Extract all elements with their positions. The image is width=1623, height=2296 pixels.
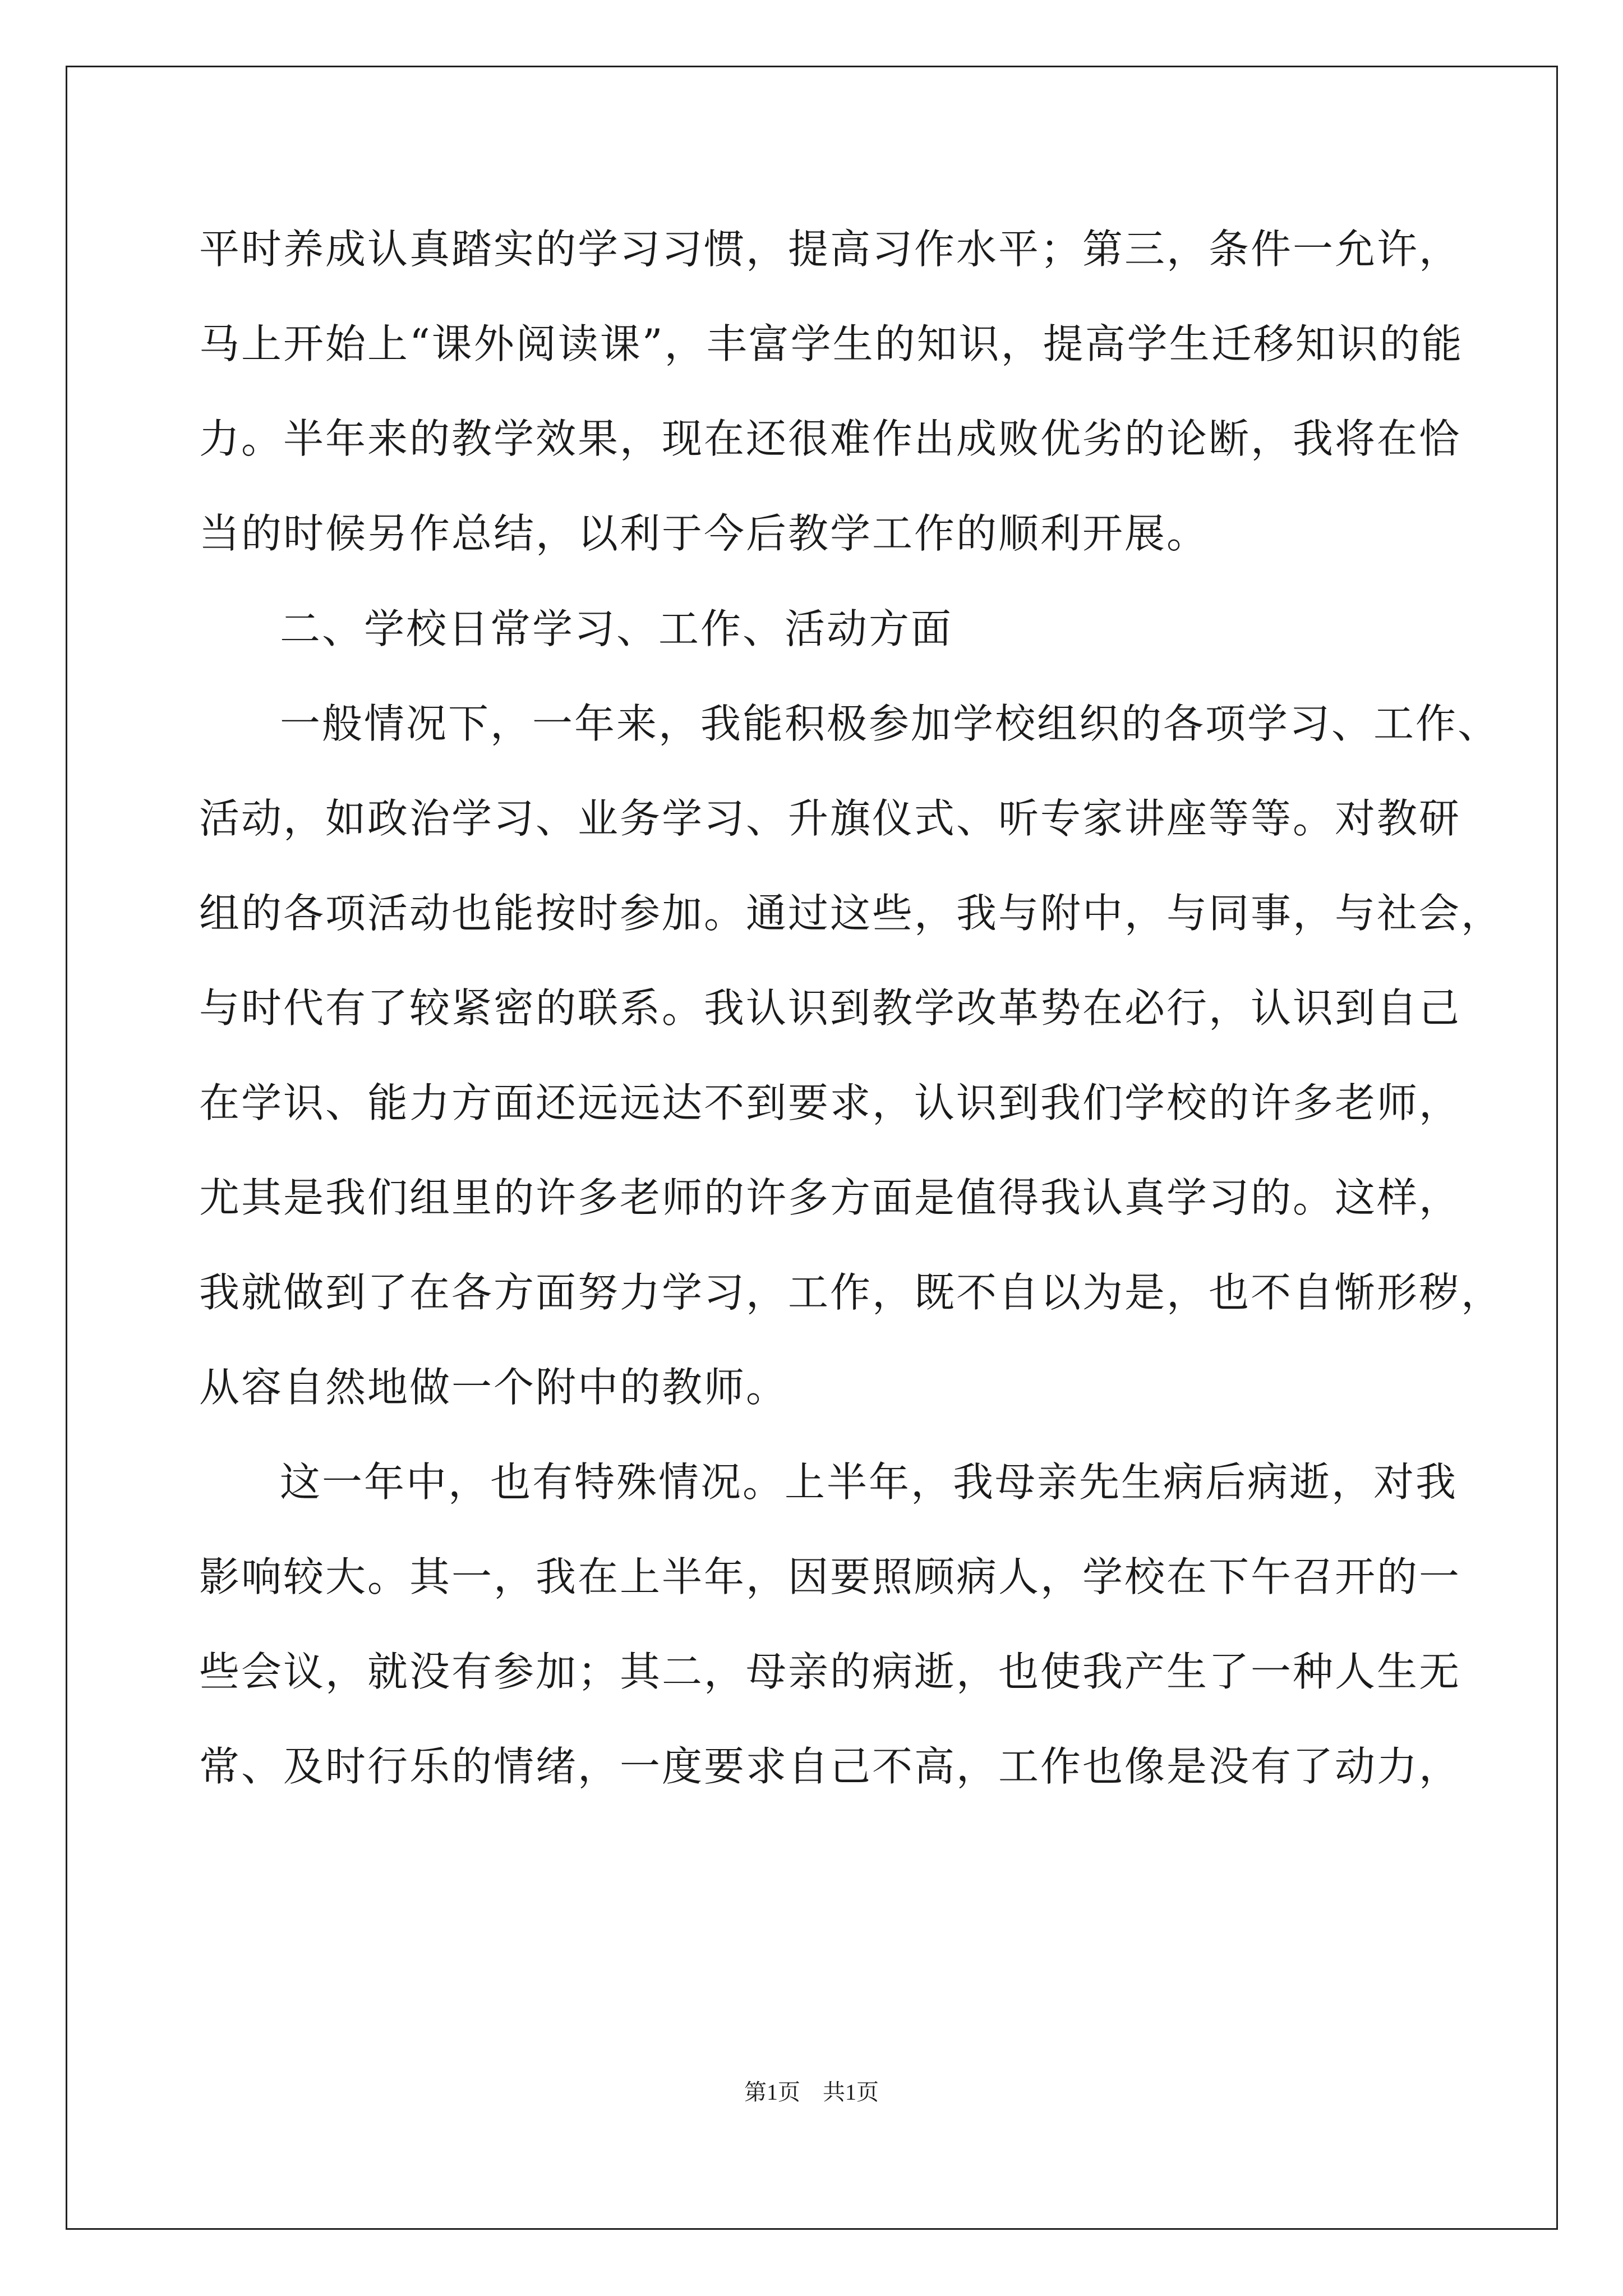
page-total: 共1页 xyxy=(823,2079,879,2105)
page-number: 第1页 xyxy=(744,2079,800,2105)
text-line: 常、及时行乐的情绪，一度要求自己不高，工作也像是没有了动力， xyxy=(199,1743,1461,1790)
text-line: 当的时候另作总结，以利于今后教学工作的顺利开展。 xyxy=(199,510,1209,557)
text-line: 尤其是我们组里的许多老师的许多方面是值得我认真学习的。这样， xyxy=(199,1174,1461,1221)
text-line: 我就做到了在各方面努力学习，工作，既不自以为是，也不自惭形秽， xyxy=(199,1269,1504,1316)
text-line: 活动，如政治学习、业务学习、升旗仪式、听专家讲座等等。对教研 xyxy=(199,795,1461,842)
text-line: 在学识、能力方面还远远达不到要求，认识到我们学校的许多老师， xyxy=(199,1079,1461,1126)
page-footer xyxy=(0,2076,1623,2109)
page-border xyxy=(66,66,1558,2230)
text-line: 平时养成认真踏实的学习习惯，提高习作水平；第三，条件一允许， xyxy=(199,226,1461,273)
text-line: 影响较大。其一，我在上半年，因要照顾病人，学校在下午召开的一 xyxy=(199,1553,1461,1600)
text-line: 与时代有了较紧密的联系。我认识到教学改革势在必行，认识到自己 xyxy=(199,984,1461,1032)
text-line: 马上开始上“课外阅读课”，丰富学生的知识，提高学生迁移知识的能 xyxy=(199,320,1464,367)
text-line: 从容自然地做一个附中的教师。 xyxy=(199,1364,789,1411)
section-heading: 二、学校日常学习、工作、活动方面 xyxy=(280,605,953,652)
text-line: 组的各项活动也能按时参加。通过这些，我与附中，与同事，与社会， xyxy=(199,890,1504,937)
text-line: 这一年中，也有特殊情况。上半年，我母亲先生病后病逝，对我 xyxy=(280,1458,1458,1506)
text-line: 力。半年来的教学效果，现在还很难作出成败优劣的论断，我将在恰 xyxy=(199,415,1461,462)
text-line: 些会议，就没有参加；其二，母亲的病逝，也使我产生了一种人生无 xyxy=(199,1648,1461,1695)
text-line: 一般情况下，一年来，我能积极参加学校组织的各项学习、工作、 xyxy=(280,700,1500,747)
